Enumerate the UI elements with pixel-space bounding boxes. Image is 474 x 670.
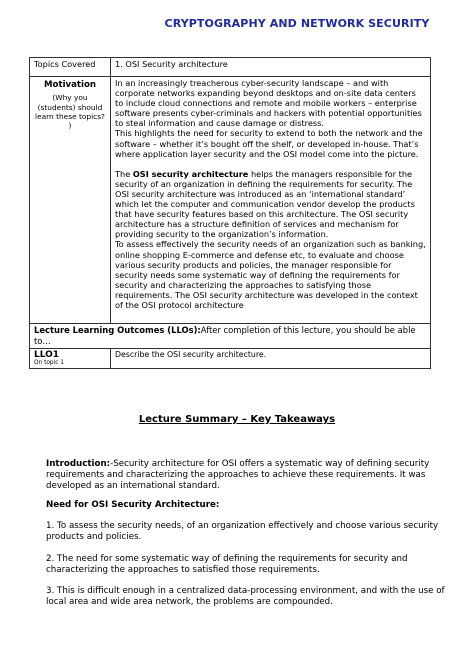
llos-row: [30, 324, 431, 349]
llo-topic: On topic 1: [34, 360, 64, 367]
need-point-3: 3. This is difficult enough in a centralized data-processing environment, and with the use of local area and wide area network, the problems are compounded.: [46, 586, 445, 607]
motivation-label-cell: [30, 77, 111, 324]
need-point-1: 1. To assess the security needs, of an organization effectively and choose various security products and policies.: [46, 521, 439, 542]
motivation-content: [111, 77, 431, 324]
topics-row: [30, 58, 431, 77]
topics-value: 1. OSI Security architecture: [111, 58, 431, 77]
summary-introduction: [46, 459, 446, 492]
motivation-paragraph-1: In an increasingly treacherous cyber-security landscape – and with corporate networks expanding beyond desktops and on-site data centers to include cloud connections and remote and mobile workers – enterprise software presents cyber-criminals and hackers with potential opportunities to steal information and cause damage or distress.: [115, 78, 422, 129]
summary-title: Lecture Summary – Key Takeaways: [138, 414, 336, 425]
motivation-row: [30, 77, 431, 324]
page-header-title: CRYPTOGRAPHY AND NETWORK SECURITY: [164, 17, 430, 30]
osi-security-architecture-term: OSI security architecture: [132, 168, 249, 179]
llos-label: Lecture Learning Outcomes (LLOs):: [34, 325, 201, 336]
motivation-subtitle: (Why you (students) should learn these topics? ): [35, 93, 105, 131]
llos-heading-cell: [30, 324, 431, 349]
introduction-label: Introduction:: [46, 459, 111, 469]
motivation-paragraph-3: The OSI security architecture helps the managers responsible for the security of an organization in defining the requirements for security. The OSI security architecture was introduced as an ‘international standard’ which let the computer and communication vendor develop the products that have security features based on this architecture. The OSI security architecture has a structure definition of services and mechanism for providing security to the organization’s information.: [115, 168, 415, 240]
motivation-paragraph-2: This highlights the need for security to extend to both the network and the software – whether it’s bought off the shelf, or developed in-house. That’s where application layer security and the OSI model come into the picture.: [115, 128, 423, 159]
motivation-title: Motivation: [44, 80, 96, 90]
llos-text: After completion of this lecture, you should be able to…: [34, 325, 416, 347]
llo-code-cell: [30, 349, 111, 369]
lecture-info-table: [29, 57, 431, 369]
llo-description: Describe the OSI security architecture.: [111, 349, 431, 369]
introduction-text: -Security architecture for OSI offers a systematic way of defining security requirements and characterizing the approaches to achieve these requirements. It was developed as an international standard.: [46, 459, 430, 491]
topics-label: Topics Covered: [30, 58, 111, 77]
llo-code: LLO1: [34, 350, 60, 361]
llo-item-row: [30, 349, 431, 369]
need-heading: Need for OSI Security Architecture:: [46, 500, 220, 510]
need-point-2: 2. The need for some systematic way of defining the requirements for security and characterizing the approaches to satisfied those requirements.: [46, 554, 408, 575]
motivation-paragraph-4: To assess effectively the security needs of an organization such as banking, online shopping E-commerce and defense etc, to evaluate and choose various security products and policies, the manager responsible for security needs some systematic way of defining the requirements for security and characterizing the approaches to satisfying those requirements. The OSI security architecture was developed in the context of the OSI protocol architecture: [115, 239, 426, 310]
